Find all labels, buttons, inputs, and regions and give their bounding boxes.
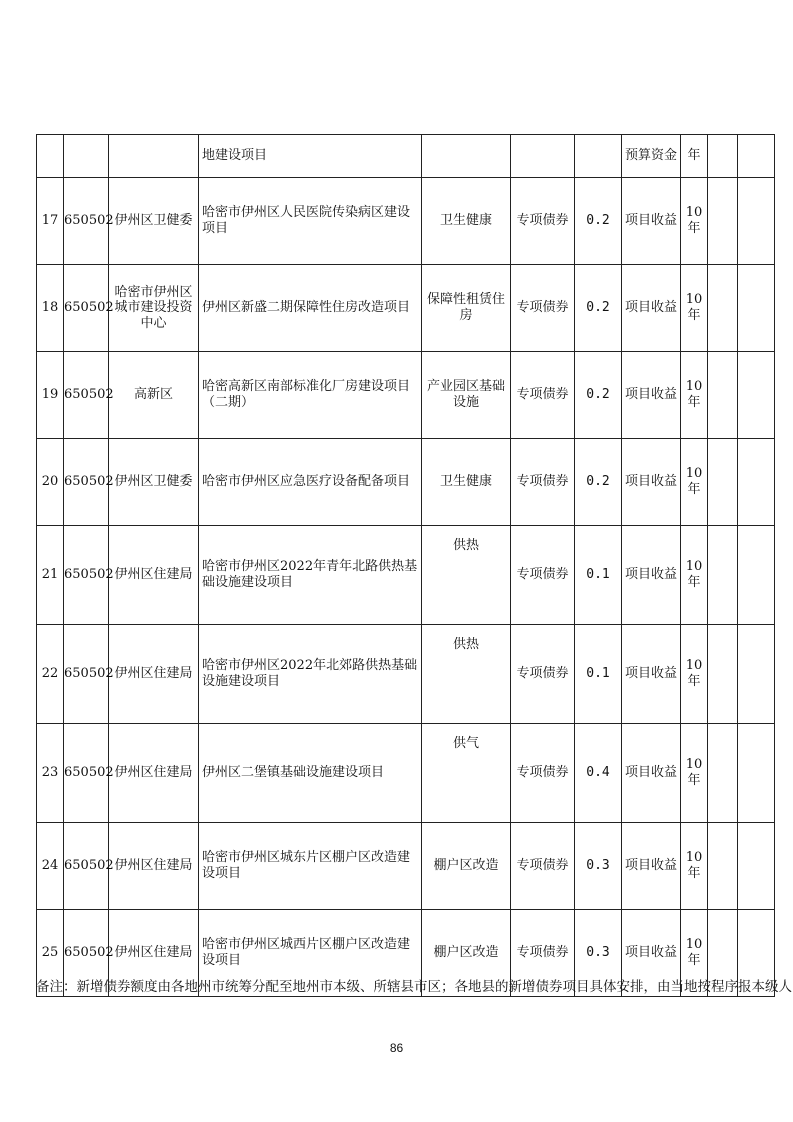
cell-term: 10年 — [681, 526, 708, 625]
cell-no: 17 — [37, 178, 64, 265]
cell-unit: 伊州区卫健委 — [109, 439, 199, 526]
cell-fund-source: 项目收益 — [622, 352, 681, 439]
cell-unit: 伊州区住建局 — [109, 910, 199, 997]
page-number: 86 — [389, 1041, 404, 1055]
cell-no: 23 — [37, 724, 64, 823]
cell-type: 棚户区改造 — [422, 910, 511, 997]
cell-amount: 0.2 — [575, 352, 622, 439]
cell-empty — [738, 135, 775, 178]
cell-type — [422, 135, 511, 178]
cell-term: 10年 — [681, 439, 708, 526]
table-row — [37, 724, 775, 823]
cell-project: 哈密市伊州区人民医院传染病区建设项目 — [199, 178, 422, 265]
cell-type: 供热 — [422, 625, 511, 724]
cell-no: 25 — [37, 910, 64, 997]
cell-project: 地建设项目 — [199, 135, 422, 178]
cell-kind: 专项债券 — [511, 439, 575, 526]
cell-no: 18 — [37, 265, 64, 352]
table-row-continued — [37, 135, 775, 178]
cell-term: 10年 — [681, 178, 708, 265]
cell-empty — [738, 439, 775, 526]
cell-fund-source: 项目收益 — [622, 823, 681, 910]
cell-no: 24 — [37, 823, 64, 910]
cell-code: 650502 — [64, 526, 109, 625]
cell-empty — [708, 625, 738, 724]
cell-amount: 0.4 — [575, 724, 622, 823]
cell-empty — [738, 625, 775, 724]
cell-empty — [708, 439, 738, 526]
cell-fund-source: 项目收益 — [622, 439, 681, 526]
cell-amount — [575, 135, 622, 178]
cell-project: 伊州区新盛二期保障性住房改造项目 — [199, 265, 422, 352]
cell-amount: 0.2 — [575, 178, 622, 265]
cell-term: 10年 — [681, 265, 708, 352]
cell-unit — [109, 135, 199, 178]
cell-amount: 0.3 — [575, 910, 622, 997]
cell-kind — [511, 135, 575, 178]
cell-code: 650502 — [64, 439, 109, 526]
cell-type: 卫生健康 — [422, 178, 511, 265]
cell-fund-source: 项目收益 — [622, 724, 681, 823]
cell-term: 10年 — [681, 823, 708, 910]
cell-project: 哈密市伊州区2022年北郊路供热基础设施建设项目 — [199, 625, 422, 724]
cell-fund-source: 预算资金 — [622, 135, 681, 178]
cell-type: 供气 — [422, 724, 511, 823]
cell-no: 20 — [37, 439, 64, 526]
cell-code: 650502 — [64, 178, 109, 265]
cell-type: 棚户区改造 — [422, 823, 511, 910]
cell-empty — [708, 178, 738, 265]
cell-no: 21 — [37, 526, 64, 625]
footnote: 备注：新增债券额度由各地州市统筹分配至地州市本级、所辖县市区；各地县的新增债券项目具体安排，由当地按程序报本级人 — [36, 979, 792, 995]
cell-code: 650502 — [64, 352, 109, 439]
cell-empty — [708, 265, 738, 352]
cell-term: 年 — [681, 135, 708, 178]
table-row — [37, 265, 775, 352]
cell-empty — [708, 724, 738, 823]
cell-fund-source: 项目收益 — [622, 910, 681, 997]
cell-empty — [708, 823, 738, 910]
cell-fund-source: 项目收益 — [622, 625, 681, 724]
cell-unit: 哈密市伊州区城市建设投资中心 — [109, 265, 199, 352]
cell-kind: 专项债券 — [511, 526, 575, 625]
cell-amount: 0.3 — [575, 823, 622, 910]
cell-amount: 0.1 — [575, 625, 622, 724]
cell-empty — [738, 823, 775, 910]
cell-unit: 伊州区卫健委 — [109, 178, 199, 265]
table-row — [37, 625, 775, 724]
cell-kind: 专项债券 — [511, 352, 575, 439]
table-row — [37, 352, 775, 439]
cell-code — [64, 135, 109, 178]
cell-type: 卫生健康 — [422, 439, 511, 526]
cell-unit: 高新区 — [109, 352, 199, 439]
cell-empty — [708, 352, 738, 439]
cell-unit: 伊州区住建局 — [109, 823, 199, 910]
cell-amount: 0.2 — [575, 265, 622, 352]
table-row — [37, 178, 775, 265]
cell-no: 22 — [37, 625, 64, 724]
cell-kind: 专项债券 — [511, 724, 575, 823]
cell-project: 哈密市伊州区应急医疗设备配备项目 — [199, 439, 422, 526]
cell-term: 10年 — [681, 724, 708, 823]
cell-empty — [738, 352, 775, 439]
cell-no — [37, 135, 64, 178]
cell-code: 650502 — [64, 724, 109, 823]
cell-empty — [738, 526, 775, 625]
cell-code: 650502 — [64, 910, 109, 997]
cell-project: 哈密市伊州区2022年青年北路供热基础设施建设项目 — [199, 526, 422, 625]
cell-term: 10年 — [681, 910, 708, 997]
cell-type: 供热 — [422, 526, 511, 625]
cell-kind: 专项债券 — [511, 178, 575, 265]
cell-no: 19 — [37, 352, 64, 439]
cell-kind: 专项债券 — [511, 265, 575, 352]
cell-code: 650502 — [64, 625, 109, 724]
cell-amount: 0.2 — [575, 439, 622, 526]
cell-kind: 专项债券 — [511, 625, 575, 724]
cell-empty — [738, 724, 775, 823]
cell-fund-source: 项目收益 — [622, 526, 681, 625]
cell-unit: 伊州区住建局 — [109, 625, 199, 724]
cell-fund-source: 项目收益 — [622, 178, 681, 265]
cell-empty — [738, 265, 775, 352]
cell-unit: 伊州区住建局 — [109, 526, 199, 625]
cell-code: 650502 — [64, 823, 109, 910]
cell-empty — [708, 526, 738, 625]
table-row — [37, 823, 775, 910]
cell-type: 产业园区基础设施 — [422, 352, 511, 439]
cell-empty — [738, 178, 775, 265]
cell-amount: 0.1 — [575, 526, 622, 625]
table-row — [37, 439, 775, 526]
cell-project: 伊州区二堡镇基础设施建设项目 — [199, 724, 422, 823]
table-body — [37, 135, 775, 997]
cell-fund-source: 项目收益 — [622, 265, 681, 352]
cell-project: 哈密高新区南部标准化厂房建设项目（二期） — [199, 352, 422, 439]
cell-code: 650502 — [64, 265, 109, 352]
cell-project: 哈密市伊州区城东片区棚户区改造建设项目 — [199, 823, 422, 910]
cell-kind: 专项债券 — [511, 823, 575, 910]
cell-kind: 专项债券 — [511, 910, 575, 997]
cell-type: 保障性租赁住房 — [422, 265, 511, 352]
cell-term: 10年 — [681, 352, 708, 439]
bond-projects-table — [36, 134, 775, 997]
cell-project: 哈密市伊州区城西片区棚户区改造建设项目 — [199, 910, 422, 997]
cell-unit: 伊州区住建局 — [109, 724, 199, 823]
cell-term: 10年 — [681, 625, 708, 724]
table-row — [37, 526, 775, 625]
cell-empty — [708, 135, 738, 178]
